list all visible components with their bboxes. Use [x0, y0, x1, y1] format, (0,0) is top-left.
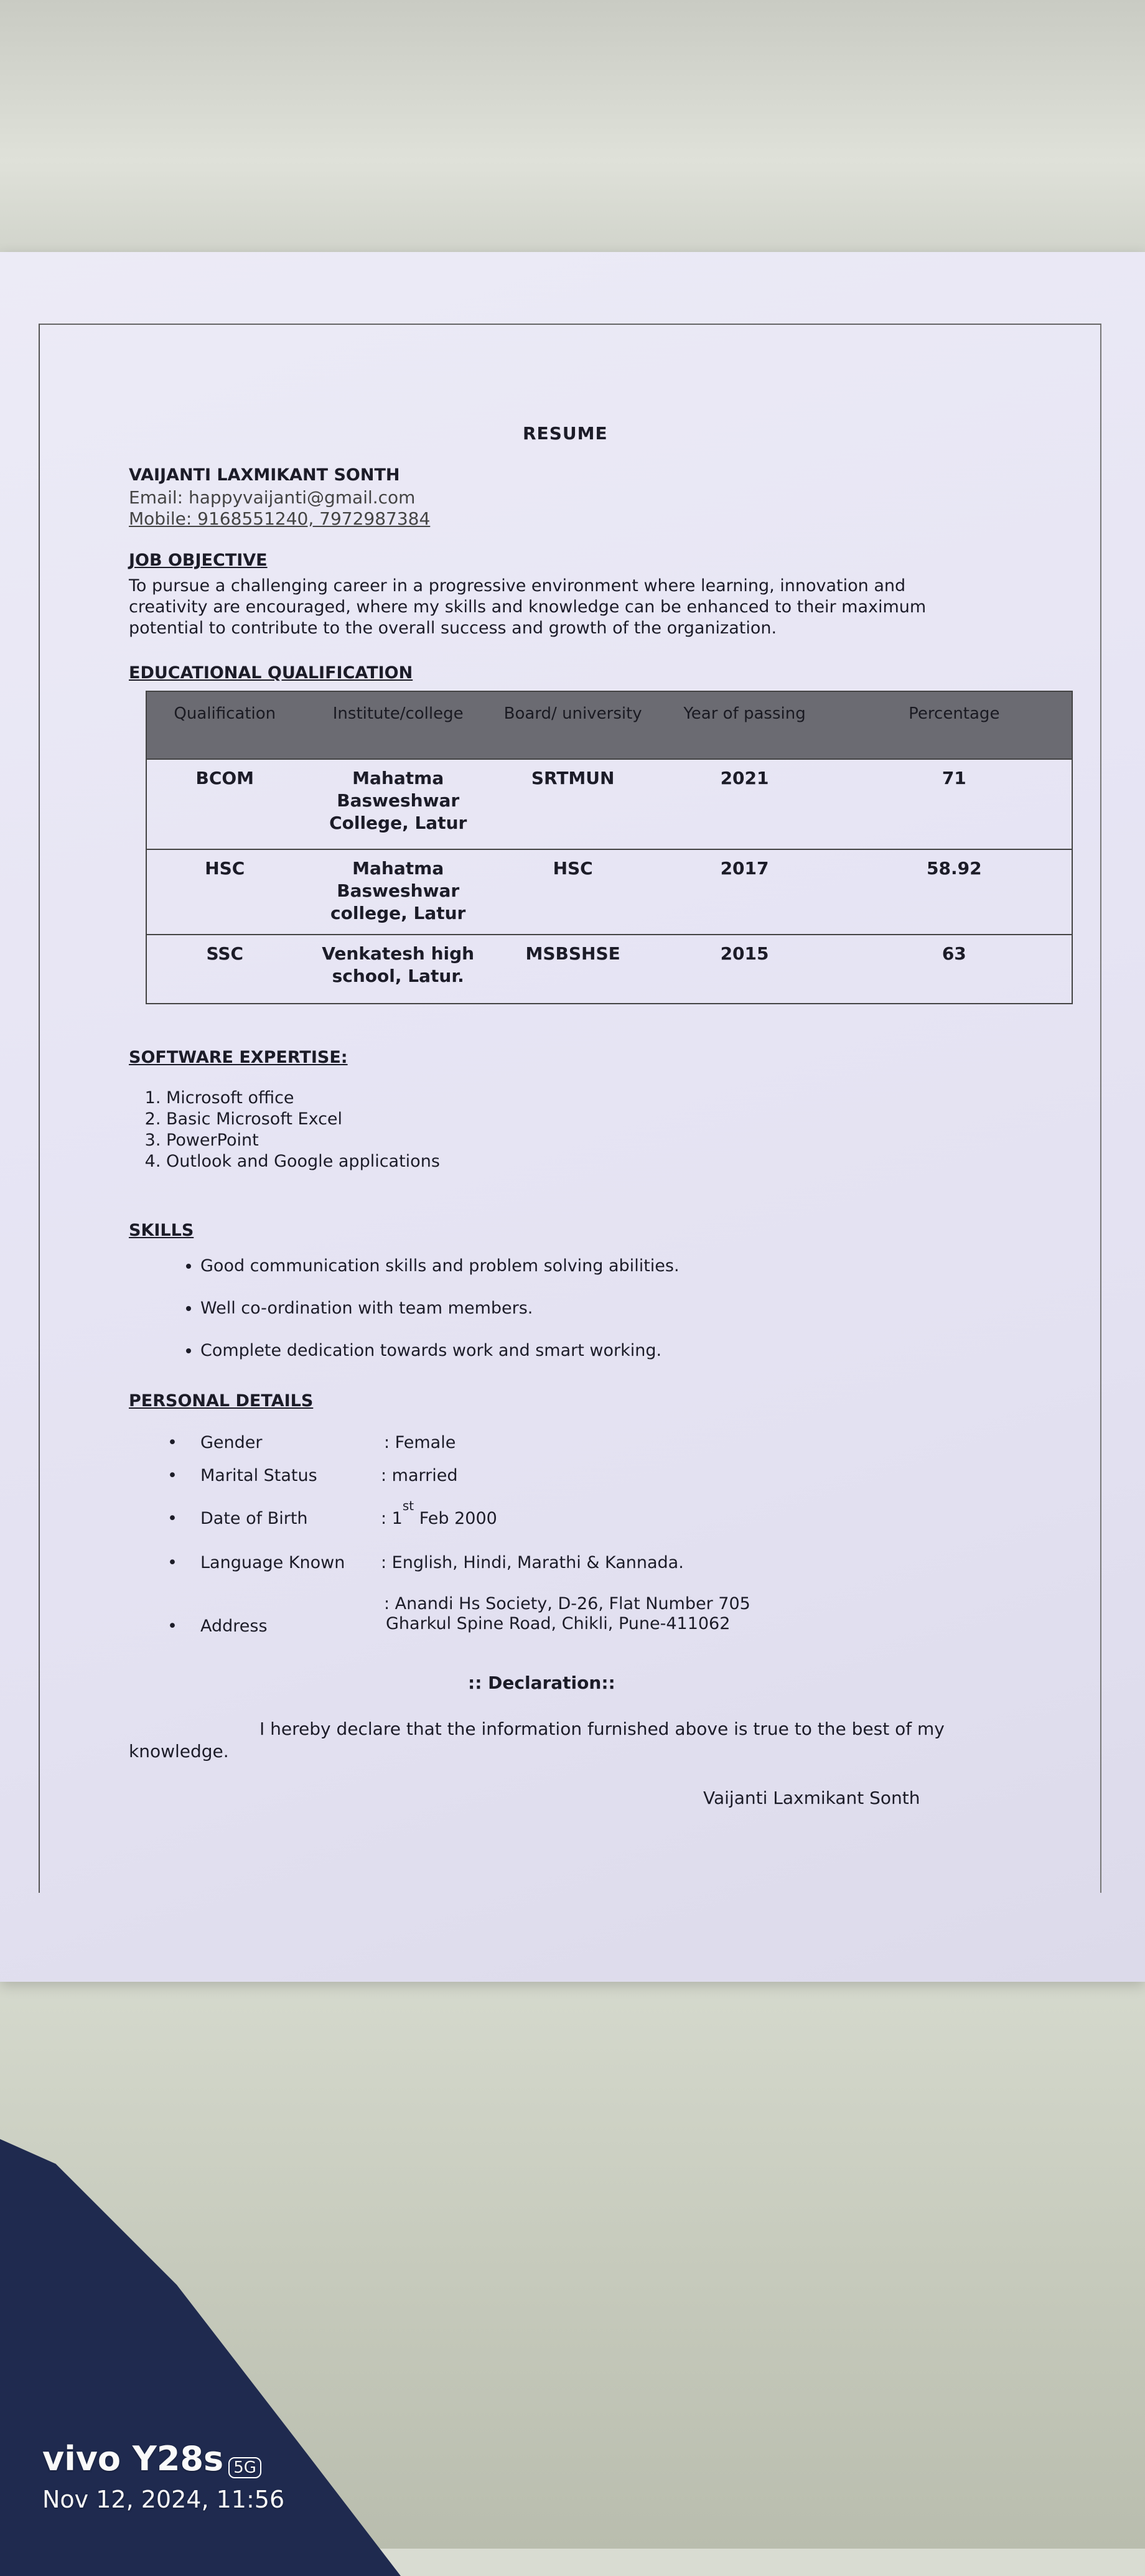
- list-item: 3. PowerPoint: [166, 1130, 440, 1151]
- table-cell: SSC: [146, 935, 303, 1004]
- mobile-text: Mobile: 9168551240, 7972987384: [129, 508, 431, 529]
- signature-name: Vaijanti Laxmikant Sonth: [703, 1788, 920, 1808]
- software-list: [129, 1088, 440, 1172]
- list-item: 4. Outlook and Google applications: [166, 1151, 440, 1172]
- email-text: Email: happyvaijanti@gmail.com: [129, 487, 416, 508]
- column-header: Qualification: [146, 691, 303, 759]
- declaration-heading: :: Declaration::: [468, 1673, 615, 1693]
- field-label: Address: [200, 1617, 268, 1636]
- address-line: : Anandi Hs Society, D-26, Flat Number 705: [384, 1594, 750, 1613]
- table-cell: 2017: [652, 849, 836, 935]
- dob-ordinal: st: [402, 1498, 414, 1513]
- declaration-text: I hereby declare that the information furnished above is true to the best of my: [259, 1719, 945, 1739]
- field-label: Gender: [200, 1433, 263, 1452]
- personal-details-heading: PERSONAL DETAILS: [129, 1391, 314, 1411]
- field-label: Language Known: [200, 1553, 345, 1572]
- column-header: Institute/college: [303, 691, 493, 759]
- column-header: Board/ university: [493, 691, 653, 759]
- resume-title: RESUME: [523, 423, 608, 444]
- list-item: • Good communication skills and problem solving abilities.: [200, 1256, 680, 1277]
- table-cell: 2021: [652, 759, 836, 849]
- network-badge: 5G: [228, 2457, 261, 2478]
- candidate-name: VAIJANTI LAXMIKANT SONTH: [129, 465, 400, 485]
- table-cell: HSC: [146, 849, 303, 935]
- bullet-icon: •: [167, 1617, 177, 1636]
- table-cell: BCOM: [146, 759, 303, 849]
- dob-rest: Feb 2000: [414, 1509, 497, 1528]
- bullet-icon: •: [167, 1509, 177, 1528]
- background-top: [0, 0, 1145, 268]
- list-item: 2. Basic Microsoft Excel: [166, 1109, 440, 1130]
- software-heading: SOFTWARE EXPERTISE:: [129, 1048, 348, 1067]
- table-row: [146, 759, 1072, 849]
- field-value: : English, Hindi, Marathi & Kannada.: [381, 1553, 684, 1572]
- table-cell: Mahatma Basweshwar College, Latur: [303, 759, 493, 849]
- camera-watermark: [42, 2439, 284, 2513]
- table-header-row: [146, 691, 1072, 759]
- skills-list: [129, 1256, 680, 1383]
- skills-heading: SKILLS: [129, 1221, 194, 1240]
- table-cell: Venkatesh high school, Latur.: [303, 935, 493, 1004]
- table-cell: 63: [837, 935, 1072, 1004]
- column-header: Year of passing: [652, 691, 836, 759]
- bullet-icon: •: [167, 1433, 177, 1452]
- education-heading: EDUCATIONAL QUALIFICATION: [129, 663, 413, 683]
- table-row: [146, 849, 1072, 935]
- field-value: : Female: [384, 1433, 456, 1452]
- camera-brand: vivo Y28s: [42, 2439, 224, 2478]
- list-item: • Complete dedication towards work and smart working.: [200, 1340, 680, 1361]
- bullet-icon: •: [167, 1466, 177, 1485]
- field-value: [381, 1498, 497, 1528]
- dob-prefix: : 1: [381, 1509, 403, 1528]
- field-label: Marital Status: [200, 1466, 317, 1485]
- list-item: • Well co-ordination with team members.: [200, 1298, 680, 1319]
- table-cell: HSC: [493, 849, 653, 935]
- field-value: : married: [381, 1466, 458, 1485]
- table-cell: 2015: [652, 935, 836, 1004]
- objective-line: potential to contribute to the overall success and growth of the organization.: [129, 618, 777, 638]
- column-header: Percentage: [837, 691, 1072, 759]
- address-line: Gharkul Spine Road, Chikli, Pune-411062: [386, 1614, 731, 1633]
- table-cell: Mahatma Basweshwar college, Latur: [303, 849, 493, 935]
- photo-timestamp: Nov 12, 2024, 11:56: [42, 2486, 285, 2513]
- declaration-text-end: knowledge.: [129, 1741, 229, 1762]
- table-cell: MSBSHSE: [493, 935, 653, 1004]
- education-table: [146, 691, 1073, 1004]
- table-row: [146, 935, 1072, 1004]
- job-objective-heading: JOB OBJECTIVE: [129, 551, 268, 570]
- objective-line: creativity are encouraged, where my skills and knowledge can be enhanced to their maximum: [129, 597, 927, 617]
- list-item: 1. Microsoft office: [166, 1088, 440, 1109]
- table-cell: SRTMUN: [493, 759, 653, 849]
- objective-line: To pursue a challenging career in a progressive environment where learning, innovation and: [129, 576, 906, 595]
- bullet-icon: •: [167, 1553, 177, 1572]
- field-label: Date of Birth: [200, 1509, 308, 1528]
- table-cell: 71: [837, 759, 1072, 849]
- table-cell: 58.92: [837, 849, 1072, 935]
- job-objective-paragraph: [129, 576, 975, 639]
